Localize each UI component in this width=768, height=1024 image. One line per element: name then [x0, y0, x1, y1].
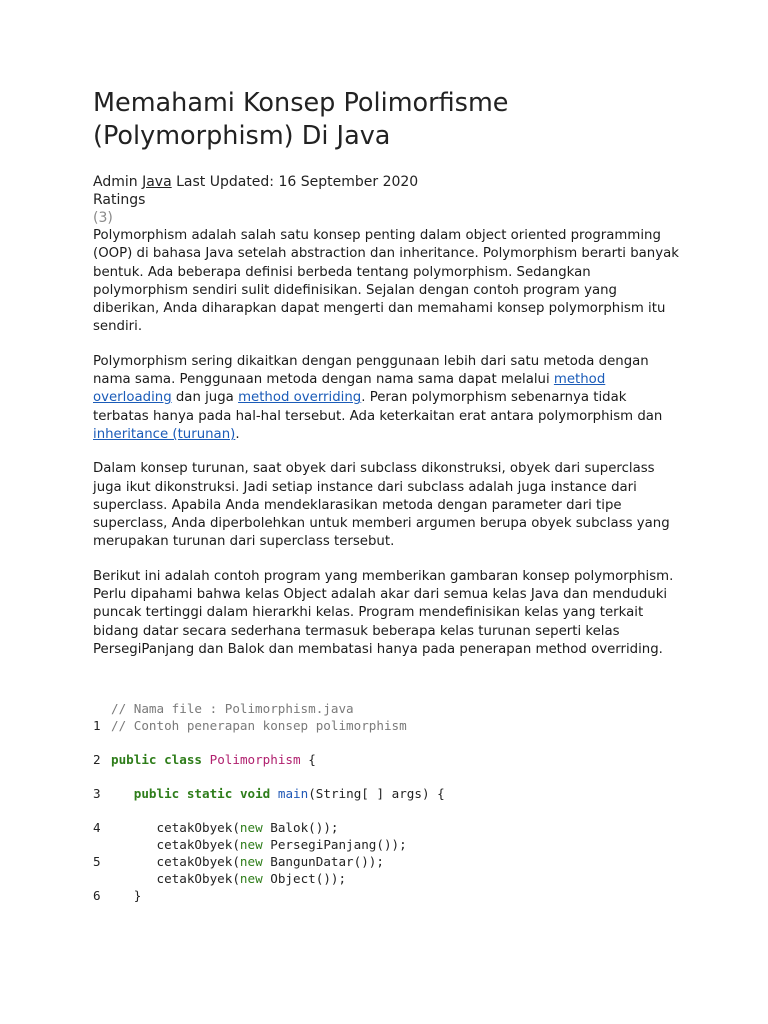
code-keyword: new	[239, 854, 263, 869]
paragraph-2-text-b: dan juga	[171, 390, 239, 406]
code-line	[93, 717, 693, 734]
last-updated: Last Updated: 16 September 2020	[176, 174, 419, 190]
code-text: Balok());	[262, 820, 339, 835]
code-keyword: new	[239, 820, 263, 835]
code-text: cetakObyek(	[156, 837, 240, 852]
paragraph-2-text-c: . Peran polymorphism sebenarnya tidak terbatas hanya pada hal-hal tersebut. Ada keterkaitan erat antara polymorphism dan	[93, 390, 663, 424]
method-overloading-link[interactable]: method overloading	[93, 372, 606, 406]
paragraph-4: Berikut ini adalah contoh program yang memberikan gambaran konsep polymorphism. Perlu dipahami bahwa kelas Object adalah akar dari semua kelas Java dan menduduki puncak tertinggi dalam hierarkhi kelas. Program mendefinisikan kelas yang terkait bidang datar secara sederhana termasuk beberapa kelas turunan seperti kelas PersegiPanjang dan Balok dan membatasi hanya pada penerapan method overriding.	[93, 568, 674, 657]
method-overriding-link[interactable]: method overriding	[238, 390, 362, 406]
code-text: (String[ ] args) {	[308, 786, 445, 801]
code-keyword: void	[239, 786, 271, 801]
code-line	[93, 700, 693, 717]
code-keyword: public	[133, 786, 180, 801]
inheritance-link[interactable]: inheritance (turunan)	[93, 426, 236, 442]
paragraph-1: Polymorphism adalah salah satu konsep penting dalam object oriented programming (OOP) di bahasa Java setelah abstraction dan inheritance. Polymorphism berarti banyak bentuk. Ada beberapa definisi berbeda tentang polymorphism. Sedangkan polymorphism sendiri sulit didefinisikan. Sejalan dengan contoh program yang diberikan, Anda diharapkan dapat mengerti dan memahami konsep polymorphism itu sendiri.	[93, 228, 679, 335]
article-meta	[93, 173, 693, 227]
code-comment: // Nama file : Polimorphism.java	[111, 701, 354, 716]
article	[93, 87, 693, 675]
code-line	[93, 836, 693, 853]
author-name: Admin	[93, 174, 138, 190]
line-number: 2	[93, 752, 101, 767]
code-block	[93, 700, 693, 904]
paragraph-3: Dalam konsep turunan, saat obyek dari subclass dikonstruksi, obyek dari superclass juga ikut dikonstruksi. Jadi setiap instance dari subclass adalah juga instance dari superclass. Apabila Anda mendeklarasikan metoda dengan parameter dari tipe superclass, Anda diperbolehkan untuk memberi argumen berupa obyek subclass yang merupakan turunan dari superclass tersebut.	[93, 461, 670, 550]
ratings-label: Ratings	[93, 192, 146, 208]
code-line	[93, 887, 693, 904]
code-text: cetakObyek(	[156, 820, 240, 835]
code-text: {	[300, 752, 316, 767]
line-number: 4	[93, 820, 101, 835]
title-line-1: Memahami Konsep Polimorfisme	[93, 88, 509, 118]
code-line	[93, 819, 693, 836]
line-number: 6	[93, 888, 101, 903]
code-line	[93, 751, 693, 768]
code-text: Object());	[262, 871, 347, 886]
code-function: main	[277, 786, 309, 801]
code-keyword: public	[111, 752, 157, 767]
code-comment: // Contoh penerapan konsep polimorphism	[111, 718, 407, 733]
paragraph-2-text-a: Polymorphism sering dikaitkan dengan penggunaan lebih dari satu metoda dengan nama sama. Penggunaan metoda dengan nama sama dapat melalui	[93, 353, 649, 388]
code-keyword: static	[186, 786, 233, 801]
code-text: PersegiPanjang());	[262, 837, 407, 852]
paragraph-2-text-d: .	[235, 426, 240, 442]
line-number: 5	[93, 854, 101, 869]
code-keyword: class	[164, 752, 203, 767]
paragraph-2	[93, 353, 683, 444]
category-link[interactable]: Java	[142, 174, 172, 190]
line-number: 1	[93, 718, 101, 733]
code-text: cetakObyek(	[156, 854, 240, 869]
code-line	[93, 853, 693, 870]
page-title	[93, 87, 693, 153]
code-line	[93, 785, 693, 802]
code-line	[93, 870, 693, 887]
code-class-name: Polimorphism	[209, 752, 301, 767]
title-line-2: (Polymorphism) Di Java	[93, 121, 391, 151]
code-text: cetakObyek(	[156, 871, 240, 886]
code-text: BangunDatar());	[262, 854, 384, 869]
code-keyword: new	[239, 837, 263, 852]
line-number: 3	[93, 786, 101, 801]
ratings-count[interactable]: (3)	[93, 210, 113, 226]
code-text: }	[133, 888, 142, 903]
code-keyword: new	[239, 871, 263, 886]
